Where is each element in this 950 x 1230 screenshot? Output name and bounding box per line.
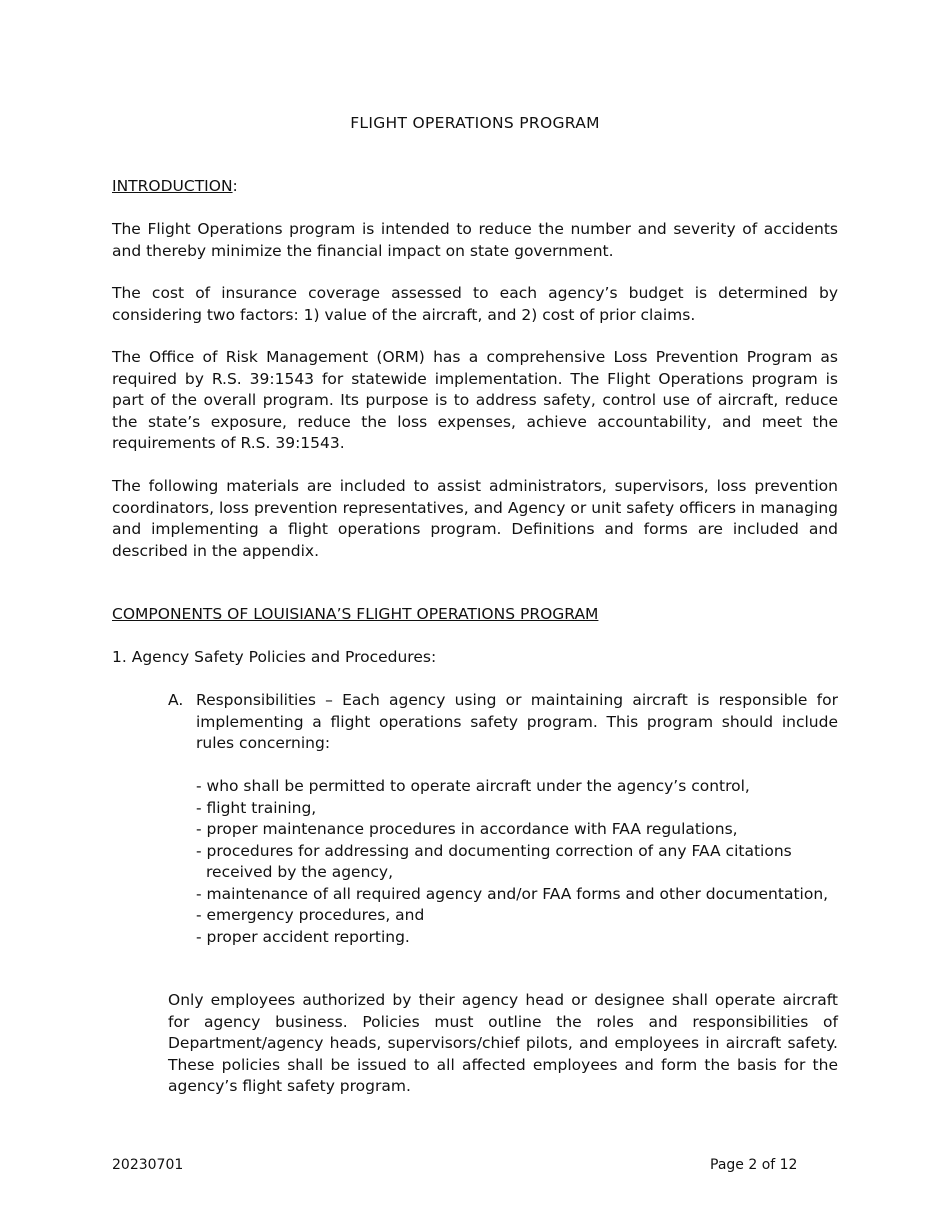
document-title: FLIGHT OPERATIONS PROGRAM (350, 114, 600, 132)
intro-paragraph-3: The Office of Risk Management (ORM) has a comprehensive Loss Prevention Program as required by R.S. 39:1543 for statewide implementation. The Flight Operations program is part of the overall program. Its purpose is to address safety, control use of aircraft, reduce the state’s exposure, reduce the loss expenses, achieve accountability, and meet the requirements of R.S. 39:1543. (112, 348, 838, 452)
closing-paragraph: Only employees authorized by their agency head or designee shall operate aircraft for agency business. Policies must outline the roles and responsibilities of Department/agency heads, supervisors/chief pilots, and employees in aircraft safety. These policies shall be issued to all affected employees and form the basis for the agency’s flight safety program. (168, 991, 838, 1095)
list-item: - maintenance of all required agency and/or FAA forms and other documentation, (196, 884, 829, 903)
responsibilities-list (196, 776, 838, 948)
introduction-heading-line (112, 176, 838, 198)
footer-page-number: Page 2 of 12 (710, 1157, 798, 1173)
item-a (168, 690, 838, 755)
footer-date-code: 20230701 (112, 1157, 184, 1173)
list-item: - flight training, (196, 798, 317, 817)
intro-paragraph-1: The Flight Operations program is intended to reduce the number and severity of accidents and thereby minimize the financial impact on state government. (112, 220, 838, 260)
introduction-heading-colon: : (232, 177, 238, 195)
list-item: - proper maintenance procedures in accordance with FAA regulations, (196, 820, 738, 838)
list-item: - who shall be permitted to operate aircraft under the agency’s control, (196, 777, 750, 795)
components-heading: COMPONENTS OF LOUISIANA’S FLIGHT OPERATIONS PROGRAM (112, 605, 599, 623)
list-item: - procedures for addressing and documenting correction of any FAA citations received by the agency, (196, 841, 792, 881)
intro-paragraph-2: The cost of insurance coverage assessed to each agency’s budget is determined by considering two factors: 1) value of the aircraft, and 2) cost of prior claims. (112, 284, 838, 324)
item-a-text: Responsibilities – Each agency using or maintaining aircraft is responsible for implementing a flight operations safety program. This program should include rules concerning: (196, 691, 838, 752)
section-1-title: 1. Agency Safety Policies and Procedures: (112, 648, 437, 666)
list-item: - emergency procedures, and (196, 906, 425, 924)
introduction-heading: INTRODUCTION (112, 177, 233, 195)
list-item: - proper accident reporting. (196, 927, 410, 946)
item-a-letter: A. (168, 691, 184, 709)
intro-paragraph-4: The following materials are included to assist administrators, supervisors, loss prevention coordinators, loss prevention representatives, and Agency or unit safety officers in managing and implementing a flight operations program. Definitions and forms are included and described in the appendix. (112, 477, 838, 560)
